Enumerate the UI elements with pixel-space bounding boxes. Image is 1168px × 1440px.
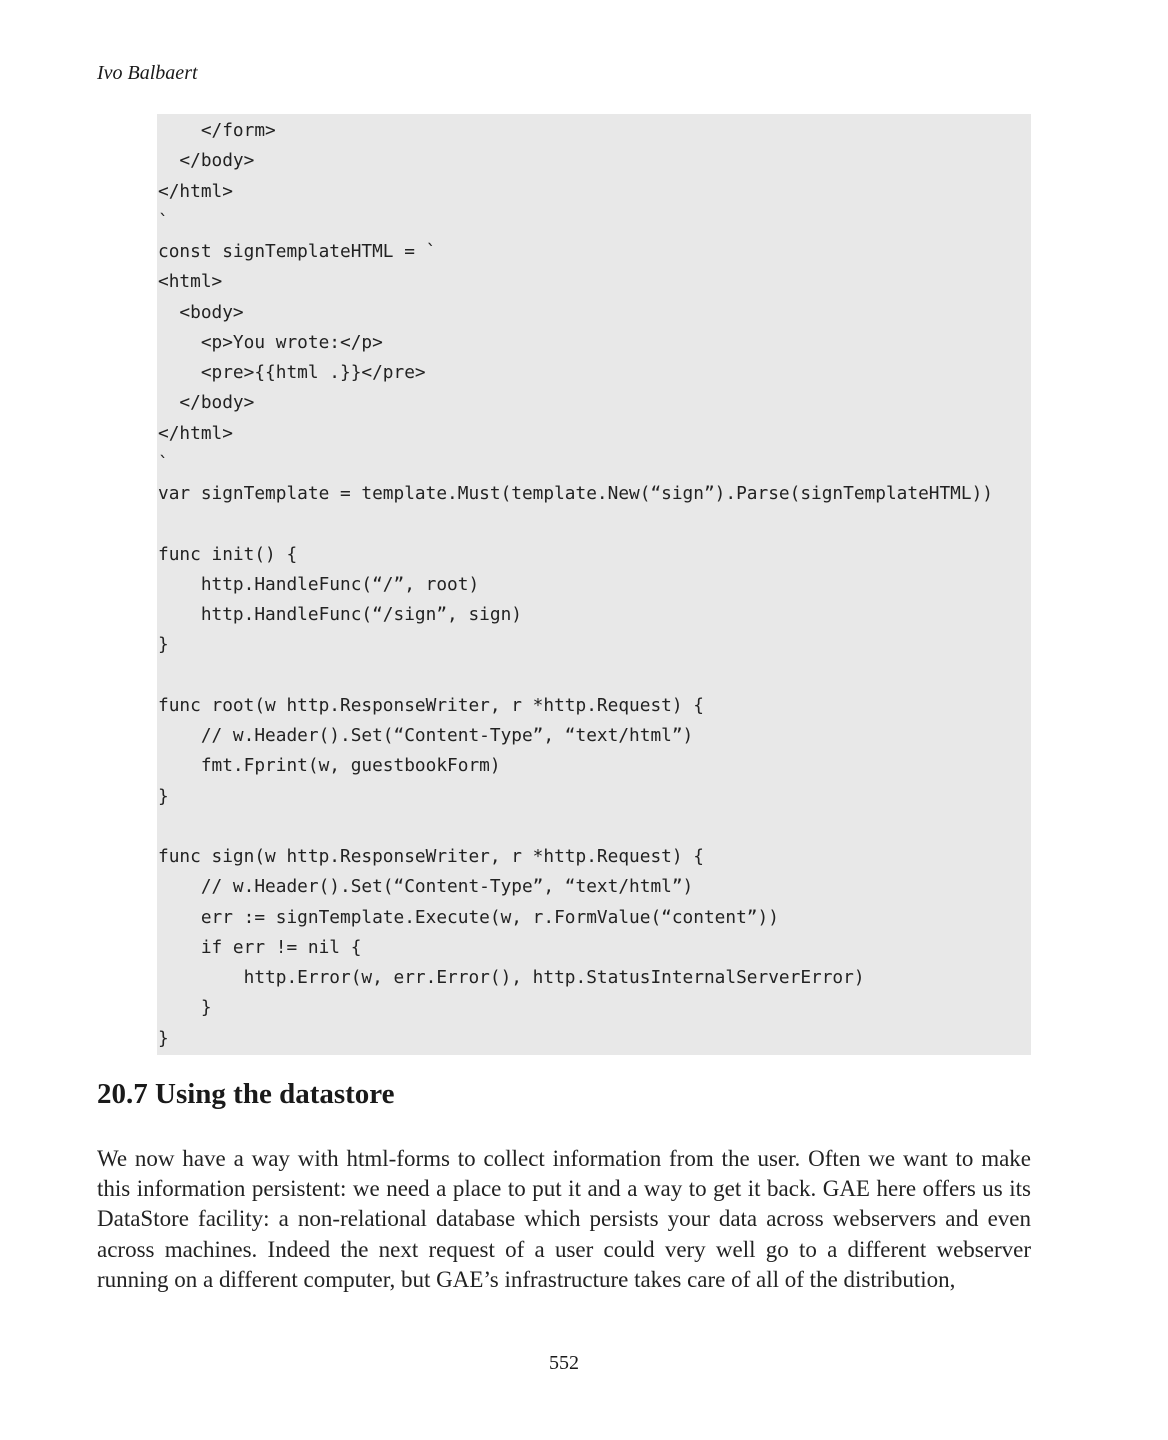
code-line: const signTemplateHTML = `	[158, 241, 437, 262]
code-line: fmt.Fprint(w, guestbookForm)	[158, 755, 501, 777]
code-line: `	[158, 452, 169, 474]
code-line	[157, 509, 1031, 539]
code-line: </body>	[158, 392, 255, 414]
page-number: 552	[549, 1352, 579, 1374]
code-line: </html>	[158, 180, 233, 202]
code-line: <html>	[158, 271, 223, 293]
code-block	[157, 114, 1031, 1055]
code-line: func root(w http.ResponseWriter, r *http.Request) {	[158, 694, 704, 716]
code-line: // w.Header().Set(“Content-Type”, “text/html”)	[158, 876, 694, 898]
code-line: func sign(w http.ResponseWriter, r *http.Request) {	[158, 846, 704, 867]
code-line: `	[158, 210, 169, 232]
code-line	[157, 812, 1031, 842]
code-line: </body>	[158, 150, 255, 172]
code-line: http.HandleFunc(“/sign”, sign)	[158, 604, 522, 625]
code-line: }	[158, 1027, 169, 1049]
code-line: if err != nil {	[158, 936, 362, 958]
code-line	[157, 661, 1031, 691]
code-line: <body>	[158, 301, 244, 323]
code-line: }	[158, 634, 169, 656]
code-line: </html>	[158, 422, 233, 444]
section-heading: 20.7 Using the datastore	[97, 1078, 395, 1110]
code-line: }	[158, 785, 169, 807]
code-line: <pre>{{html .}}</pre>	[158, 362, 426, 383]
code-line: <p>You wrote:</p>	[158, 331, 383, 353]
code-line: // w.Header().Set(“Content-Type”, “text/html”)	[158, 725, 694, 746]
code-line: http.HandleFunc(“/”, root)	[158, 573, 480, 595]
code-line: err := signTemplate.Execute(w, r.FormValue(“content”))	[158, 906, 779, 928]
body-paragraph: We now have a way with html-forms to collect information from the user. Often we want to make this information persistent: we need a place to put it and a way to get it back. GAE here offers us its DataStore facility: a non-relational database which persists your data across webservers and even across machines. Indeed the next request of a user could very well go to a different webserver running on a different computer, but GAE’s infrastructure takes care of all of the distribution,	[97, 1146, 1031, 1292]
code-line: </form>	[158, 120, 276, 141]
code-line: http.Error(w, err.Error(), http.StatusInternalServerError)	[158, 967, 865, 988]
code-line: }	[158, 997, 212, 1019]
code-line: func init() {	[158, 543, 298, 565]
running-head-author: Ivo Balbaert	[97, 62, 198, 84]
code-line: var signTemplate = template.Must(template.New(“sign”).Parse(signTemplateHTML))	[158, 483, 994, 504]
